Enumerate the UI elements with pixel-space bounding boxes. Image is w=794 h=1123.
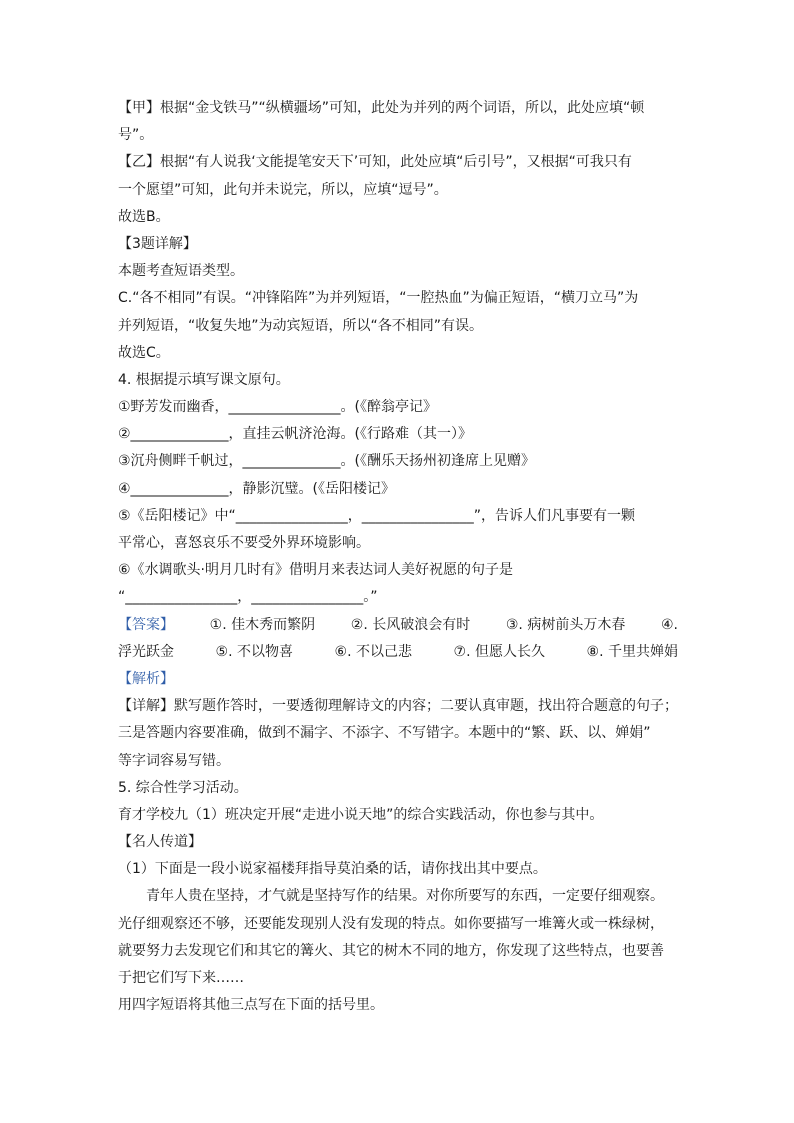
answer-item: ④. [660,616,678,633]
answer-item: 浮光跃金 [118,643,174,660]
answer-label: 【答案】 [118,616,174,633]
answer-item: ⑦. 但愿人长久 [453,643,545,660]
section-heading: 【名人传道】 [118,834,202,851]
fill-blank-item: ④______________，静影沉璧。(《岳阳楼记》 [118,480,396,497]
text-line: 本题考查短语类型。 [118,263,244,280]
fill-blank-item: “________________，________________。” [118,589,378,606]
text-line: C.“各不相同”有误。“冲锋陷阵”为并列短语，“一腔热血”为偏正短语，“横刀立马”为 [118,290,639,307]
fill-blank-item: ⑥《水调歌头·明月几时有》借明月来表达词人美好祝愿的句子是 [118,562,513,579]
text-line: 并列短语，“收复失地”为动宾短语，所以“各不相同”有误。 [118,317,484,334]
answer-row [118,612,678,639]
answer-item: ⑧. 千里共婵娟 [586,643,678,660]
analysis-label: 【解析】 [118,670,174,687]
answer-item: ③. 病树前头万木春 [505,616,626,633]
quote-line: 于把它们写下来…… [118,970,244,986]
answer-row [118,639,678,666]
text-line: 号”。 [118,127,154,144]
text-line: 平常心，喜怒哀乐不要受外界环境影响。 [118,535,370,551]
answer-item: ②. 长风破浪会有时 [350,616,471,633]
text-line: 故选B。 [118,208,170,225]
answer-item: ⑤. 不以物喜 [215,643,293,660]
quote-line: 青年人贵在坚持，才气就是坚持写作的结果。对你所要写的东西，一定要仔细观察。 [146,888,664,905]
text-line: 故选C。 [118,344,170,361]
text-line: 三是答题内容要准确，做到不漏字、不添字、不写错字。本题中的“繁、跃、以、婵娟” [118,725,651,742]
fill-blank-item: ⑤《岳阳楼记》中“________________，________________”，告诉人们凡事要有一颗 [118,507,636,524]
text-line: 【乙】根据“有人说我‘文能提笔安天下’可知，此处应填“后引号”，又根据“可我只有 [118,154,632,171]
text-line: 等字词容易写错。 [118,752,230,769]
quote-line: 光仔细观察还不够，还要能发现别人没有发现的特点。如你要描写一堆篝火或一株绿树， [118,915,664,932]
text-line: 【详解】默写题作答时，一要透彻理解诗文的内容；二要认真审题，找出符合题意的句子； [118,698,678,715]
text-line: 育才学校九（1）班决定开展“走进小说天地”的综合实践活动，你也参与其中。 [118,806,604,823]
fill-blank-item: ③沉舟侧畔千帆过，______________。(《酬乐天扬州初逢席上见赠》 [118,453,536,470]
question-title: 5. 综合性学习活动。 [118,779,248,796]
text-line: 一个愿望”可知，此句并未说完，所以，应填“逗号”。 [118,181,448,198]
question-title: 4. 根据提示填写课文原句。 [118,371,290,388]
fill-blank-item: ①野芳发而幽香，________________。(《醉翁亭记》 [118,399,438,416]
fill-blank-item: ②______________，直挂云帆济沧海。(《行路难（其一）》 [118,426,473,443]
text-line: （1）下面是一段小说家福楼拜指导莫泊桑的话，请你找出其中要点。 [118,861,547,878]
text-line: 【甲】根据“金戈铁马”“纵横疆场”可知，此处为并列的两个词语，所以，此处应填“顿 [118,100,645,116]
answer-item: ①. 佳木秀而繁阴 [209,616,316,633]
instruction-line: 用四字短语将其他三点写在下面的括号里。 [118,997,384,1014]
document-page [118,95,678,1019]
quote-line: 就要努力去发现它们和其它的篝火、其它的树木不同的地方，你发现了这些特点，也要善 [118,942,664,959]
answer-item: ⑥. 不以己悲 [334,643,412,660]
section-heading: 【3题详解】 [118,235,197,252]
